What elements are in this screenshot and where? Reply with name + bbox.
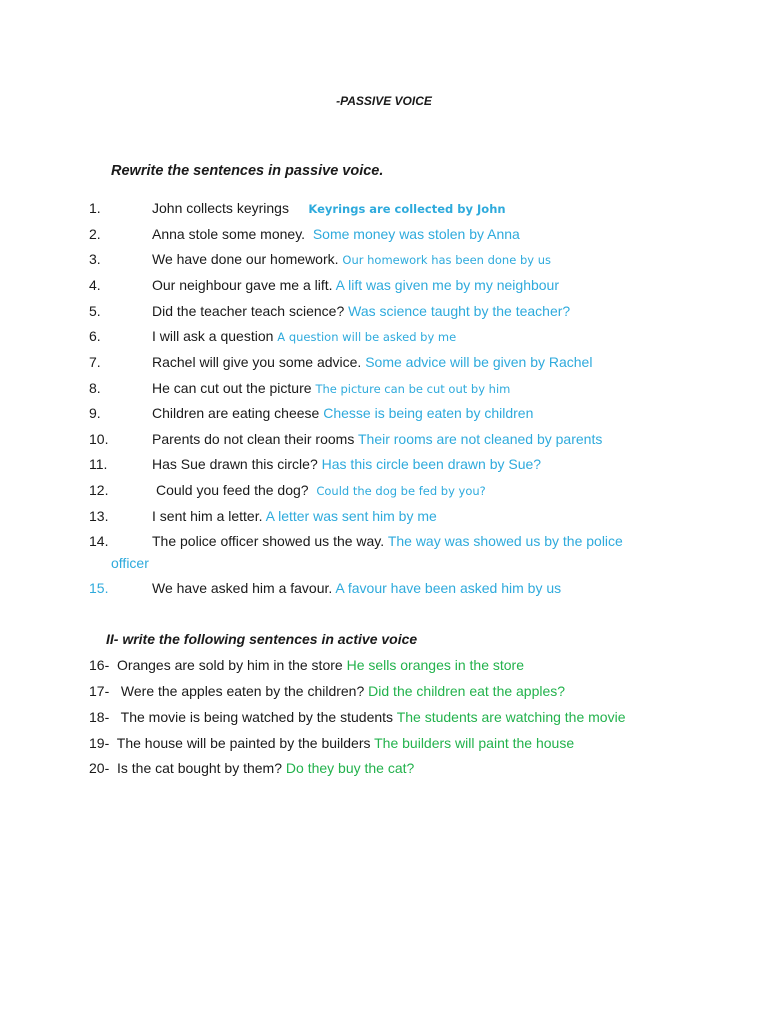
item-answer: Some money was stolen by Anna [312, 226, 520, 242]
list-item [89, 654, 524, 676]
item-question: Oranges are sold by him in the store [117, 657, 343, 673]
list-item [89, 732, 574, 754]
item-answer: Their rooms are not cleaned by parents [357, 431, 603, 447]
item-question: Has Sue drawn this circle? [152, 456, 318, 472]
list-item [89, 757, 414, 779]
page-title: -PASSIVE VOICE [336, 94, 432, 108]
item-question: Could you feed the dog? [156, 482, 309, 498]
item-answer: Has this circle been drawn by Sue? [321, 456, 542, 472]
item-number: 7. [89, 354, 101, 370]
item-answer: The picture can be cut out by him [315, 382, 511, 396]
item-number: 2. [89, 226, 101, 242]
item-answer: A letter was sent him by me [265, 508, 437, 524]
item-question: I will ask a question [152, 328, 274, 344]
item-question: Rachel will give you some advice. [152, 354, 362, 370]
item-question: The house will be painted by the builders [116, 735, 371, 751]
item-question: Our neighbour gave me a lift. [152, 277, 333, 293]
item-question: Children are eating cheese [152, 405, 320, 421]
item-answer: A favour have been asked him by us [335, 580, 562, 596]
item-number: 14. [89, 533, 109, 549]
item-answer: A question will be asked by me [277, 330, 457, 344]
item-number: 13. [89, 508, 109, 524]
item-answer: Keyrings are collected by John [308, 202, 506, 216]
item-number: 16- [89, 657, 110, 673]
item-number: 10. [89, 431, 109, 447]
item-question: He can cut out the picture [152, 380, 312, 396]
list-item [89, 706, 625, 728]
item-question: The police officer showed us the way. [152, 533, 385, 549]
item-answer-continuation: officer [111, 555, 149, 571]
item-number: 3. [89, 251, 101, 267]
item-question: Parents do not clean their rooms [152, 431, 355, 447]
item-answer: A lift was given me by my neighbour [335, 277, 560, 293]
item-question: Were the apples eaten by the children? [120, 683, 365, 699]
item-question: We have done our homework. [152, 251, 339, 267]
item-question: I sent him a letter. [152, 508, 263, 524]
item-number: 11. [89, 456, 108, 472]
item-number: 17- [89, 683, 110, 699]
item-answer: The way was showed us by the police [387, 533, 623, 549]
section1-instruction: Rewrite the sentences in passive voice. [111, 163, 384, 179]
item-answer: Could the dog be fed by you? [316, 484, 486, 498]
item-question: Is the cat bought by them? [117, 760, 283, 776]
item-question: The movie is being watched by the students [120, 709, 394, 725]
item-number: 15. [89, 580, 109, 596]
item-number: 1. [89, 200, 101, 216]
item-number: 9. [89, 405, 101, 421]
item-number: 5. [89, 303, 101, 319]
item-number: 8. [89, 380, 101, 396]
item-question: John collects keyrings [152, 200, 289, 216]
item-number: 4. [89, 277, 101, 293]
item-answer: He sells oranges in the store [346, 657, 525, 673]
item-number: 6. [89, 328, 101, 344]
item-number: 19- [89, 735, 110, 751]
item-question: We have asked him a favour. [152, 580, 333, 596]
item-answer: The students are watching the movie [396, 709, 626, 725]
list-item [89, 680, 565, 702]
item-answer: Our homework has been done by us [342, 253, 551, 267]
item-answer: Chesse is being eaten by children [323, 405, 534, 421]
item-answer: The builders will paint the house [374, 735, 575, 751]
item-answer: Did the children eat the apples? [368, 683, 566, 699]
item-question: Did the teacher teach science? [152, 303, 345, 319]
item-number: 18- [89, 709, 110, 725]
item-answer: Some advice will be given by Rachel [365, 354, 593, 370]
item-answer: Was science taught by the teacher? [348, 303, 571, 319]
item-number: 20- [89, 760, 110, 776]
item-answer: Do they buy the cat? [285, 760, 415, 776]
section2-instruction: II- write the following sentences in active voice [106, 631, 418, 647]
item-question: Anna stole some money. [152, 226, 306, 242]
item-number: 12. [89, 482, 109, 498]
